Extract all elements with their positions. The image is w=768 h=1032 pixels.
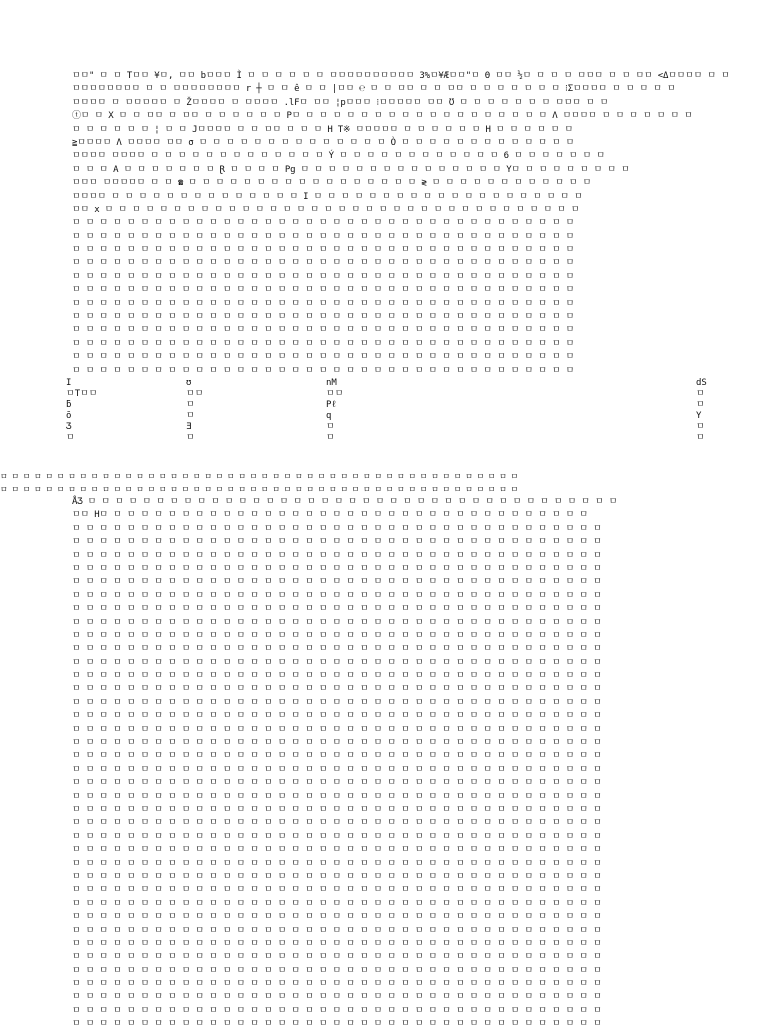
text-line: ㅁㅁㅁ ㅁㅁㅁㅁㅁ ㅁ ㅁ ☎ ㅁ ㅁ ㅁ ㅁ ㅁ ㅁ ㅁ ㅁ ㅁ ㅁ ㅁ ㅁ ㅁ ㅁ ㅁ ㅁ ㅁ ≷ ㅁ ㅁ ㅁ ㅁ ㅁ ㅁ ㅁ ㅁ ㅁ ㅁ ㅁ ㅁ: [72, 178, 592, 189]
text-line: ㅁ ㅁ ㅁ ㅁ ㅁ ㅁ ㅁ ㅁ ㅁ ㅁ ㅁ ㅁ ㅁ ㅁ ㅁ ㅁ ㅁ ㅁ ㅁ ㅁ ㅁ ㅁ ㅁ ㅁ ㅁ ㅁ ㅁ ㅁ ㅁ ㅁ ㅁ ㅁ ㅁ ㅁ ㅁ ㅁ ㅁ ㅁ ㅁ: [72, 1005, 602, 1016]
text-line: ㅁ ㅁ ㅁ ㅁ ㅁ ㅁ ¦ ㅁ ㅁ Jㅁㅁㅁㅁ ㅁ ㅁ ㅁㅁ ㅁ ㅁ ㅁ H T※ ㅁㅁㅁㅁㅁ ㅁ ㅁ ㅁ ㅁ ㅁ ㅁ H ㅁ ㅁ ㅁ ㅁ ㅁ ㅁ: [72, 124, 573, 135]
text-line: ㅁ ㅁ ㅁ ㅁ ㅁ ㅁ ㅁ ㅁ ㅁ ㅁ ㅁ ㅁ ㅁ ㅁ ㅁ ㅁ ㅁ ㅁ ㅁ ㅁ ㅁ ㅁ ㅁ ㅁ ㅁ ㅁ ㅁ ㅁ ㅁ ㅁ ㅁ ㅁ ㅁ ㅁ ㅁ ㅁ ㅁ ㅁ ㅁ: [72, 537, 602, 548]
text-line: ㅁ ㅁ ㅁ ㅁ ㅁ ㅁ ㅁ ㅁ ㅁ ㅁ ㅁ ㅁ ㅁ ㅁ ㅁ ㅁ ㅁ ㅁ ㅁ ㅁ ㅁ ㅁ ㅁ ㅁ ㅁ ㅁ ㅁ ㅁ ㅁ ㅁ ㅁ ㅁ ㅁ ㅁ ㅁ ㅁ ㅁ: [72, 325, 575, 336]
text-line: ㅁ ㅁ ㅁ ㅁ ㅁ ㅁ ㅁ ㅁ ㅁ ㅁ ㅁ ㅁ ㅁ ㅁ ㅁ ㅁ ㅁ ㅁ ㅁ ㅁ ㅁ ㅁ ㅁ ㅁ ㅁ ㅁ ㅁ ㅁ ㅁ ㅁ ㅁ ㅁ ㅁ ㅁ ㅁ ㅁ ㅁ ㅁ ㅁ: [72, 938, 602, 949]
text-line: ㅁ ㅁ ㅁ ㅁ ㅁ ㅁ ㅁ ㅁ ㅁ ㅁ ㅁ ㅁ ㅁ ㅁ ㅁ ㅁ ㅁ ㅁ ㅁ ㅁ ㅁ ㅁ ㅁ ㅁ ㅁ ㅁ ㅁ ㅁ ㅁ ㅁ ㅁ ㅁ ㅁ ㅁ ㅁ ㅁ ㅁ: [72, 231, 575, 242]
text-fragment: nM: [326, 378, 337, 388]
text-fragment: ㅁㅁ: [186, 389, 204, 399]
text-line: ㅁ ㅁ ㅁ ㅁ ㅁ ㅁ ㅁ ㅁ ㅁ ㅁ ㅁ ㅁ ㅁ ㅁ ㅁ ㅁ ㅁ ㅁ ㅁ ㅁ ㅁ ㅁ ㅁ ㅁ ㅁ ㅁ ㅁ ㅁ ㅁ ㅁ ㅁ ㅁ ㅁ ㅁ ㅁ ㅁ ㅁ ㅁ ㅁ: [72, 791, 602, 802]
text-line: ㅁ ㅁ ㅁ ㅁ ㅁ ㅁ ㅁ ㅁ ㅁ ㅁ ㅁ ㅁ ㅁ ㅁ ㅁ ㅁ ㅁ ㅁ ㅁ ㅁ ㅁ ㅁ ㅁ ㅁ ㅁ ㅁ ㅁ ㅁ ㅁ ㅁ ㅁ ㅁ ㅁ ㅁ ㅁ ㅁ ㅁ ㅁ ㅁ: [72, 671, 602, 682]
text-line: ㅁ ㅁ ㅁ ㅁ ㅁ ㅁ ㅁ ㅁ ㅁ ㅁ ㅁ ㅁ ㅁ ㅁ ㅁ ㅁ ㅁ ㅁ ㅁ ㅁ ㅁ ㅁ ㅁ ㅁ ㅁ ㅁ ㅁ ㅁ ㅁ ㅁ ㅁ ㅁ ㅁ ㅁ ㅁ ㅁ ㅁ ㅁ ㅁ: [72, 778, 602, 789]
text-fragment: dS: [696, 378, 707, 388]
text-line: ㅁ ㅁ ㅁ ㅁ ㅁ ㅁ ㅁ ㅁ ㅁ ㅁ ㅁ ㅁ ㅁ ㅁ ㅁ ㅁ ㅁ ㅁ ㅁ ㅁ ㅁ ㅁ ㅁ ㅁ ㅁ ㅁ ㅁ ㅁ ㅁ ㅁ ㅁ ㅁ ㅁ ㅁ ㅁ ㅁ ㅁ ㅁ ㅁ: [72, 818, 602, 829]
text-fragment: ㅁ: [66, 433, 75, 443]
text-line: ㅁ ㅁ ㅁ A ㅁ ㅁ ㅁ ㅁ ㅁ ㅁ ㅁ Ɽ ㅁ ㅁ ㅁ ㅁ Pg ㅁ ㅁ ㅁ ㅁ ㅁ ㅁ ㅁ ㅁ ㅁ ㅁ ㅁ ㅁ ㅁ ㅁ ㅁ Yㅁ ㅁ ㅁ ㅁ ㅁ ㅁ ㅁ ㅁ ㅁ: [72, 164, 630, 175]
text-line: ㅁ ㅁ ㅁ ㅁ ㅁ ㅁ ㅁ ㅁ ㅁ ㅁ ㅁ ㅁ ㅁ ㅁ ㅁ ㅁ ㅁ ㅁ ㅁ ㅁ ㅁ ㅁ ㅁ ㅁ ㅁ ㅁ ㅁ ㅁ ㅁ ㅁ ㅁ ㅁ ㅁ ㅁ ㅁ ㅁ ㅁ: [72, 338, 575, 349]
text-fragment: ㅁTㅁㅁ: [66, 389, 98, 399]
text-line: [66, 400, 716, 411]
text-line: ㅁㅁ x ㅁ ㅁ ㅁ ㅁ ㅁ ㅁ ㅁ ㅁ ㅁ ㅁ ㅁ ㅁ ㅁ ㅁ ㅁ ㅁ ㅁ ㅁ ㅁ ㅁ ㅁ ㅁ ㅁ ㅁ ㅁ ㅁ ㅁ ㅁ ㅁ ㅁ ㅁ ㅁ ㅁ ㅁ ㅁ: [72, 204, 580, 215]
text-fragment: ㅁ: [326, 422, 335, 432]
text-line: ㅁ ㅁ ㅁ ㅁ ㅁ ㅁ ㅁ ㅁ ㅁ ㅁ ㅁ ㅁ ㅁ ㅁ ㅁ ㅁ ㅁ ㅁ ㅁ ㅁ ㅁ ㅁ ㅁ ㅁ ㅁ ㅁ ㅁ ㅁ ㅁ ㅁ ㅁ ㅁ ㅁ ㅁ ㅁ ㅁ ㅁ ㅁ ㅁ: [72, 992, 602, 1003]
text-fragment: Y: [696, 411, 702, 421]
text-line: ㅁ ㅁ ㅁ ㅁ ㅁ ㅁ ㅁ ㅁ ㅁ ㅁ ㅁ ㅁ ㅁ ㅁ ㅁ ㅁ ㅁ ㅁ ㅁ ㅁ ㅁ ㅁ ㅁ ㅁ ㅁ ㅁ ㅁ ㅁ ㅁ ㅁ ㅁ ㅁ ㅁ ㅁ ㅁ ㅁ ㅁ ㅁ ㅁ: [72, 738, 602, 749]
text-line: ㅁ ㅁ ㅁ ㅁ ㅁ ㅁ ㅁ ㅁ ㅁ ㅁ ㅁ ㅁ ㅁ ㅁ ㅁ ㅁ ㅁ ㅁ ㅁ ㅁ ㅁ ㅁ ㅁ ㅁ ㅁ ㅁ ㅁ ㅁ ㅁ ㅁ ㅁ ㅁ ㅁ ㅁ ㅁ ㅁ ㅁ ㅁ ㅁ: [72, 751, 602, 762]
text-fragment: ō: [66, 411, 72, 421]
text-line: ㅁㅁ Hㅁ ㅁ ㅁ ㅁ ㅁ ㅁ ㅁ ㅁ ㅁ ㅁ ㅁ ㅁ ㅁ ㅁ ㅁ ㅁ ㅁ ㅁ ㅁ ㅁ ㅁ ㅁ ㅁ ㅁ ㅁ ㅁ ㅁ ㅁ ㅁ ㅁ ㅁ ㅁ ㅁ ㅁ ㅁ ㅁ: [72, 510, 588, 521]
text-line: [66, 378, 716, 389]
text-line: ㅁ ㅁ ㅁ ㅁ ㅁ ㅁ ㅁ ㅁ ㅁ ㅁ ㅁ ㅁ ㅁ ㅁ ㅁ ㅁ ㅁ ㅁ ㅁ ㅁ ㅁ ㅁ ㅁ ㅁ ㅁ ㅁ ㅁ ㅁ ㅁ ㅁ ㅁ ㅁ ㅁ ㅁ ㅁ ㅁ ㅁ ㅁ ㅁ: [72, 657, 602, 668]
text-line: ㅁ ㅁ ㅁ ㅁ ㅁ ㅁ ㅁ ㅁ ㅁ ㅁ ㅁ ㅁ ㅁ ㅁ ㅁ ㅁ ㅁ ㅁ ㅁ ㅁ ㅁ ㅁ ㅁ ㅁ ㅁ ㅁ ㅁ ㅁ ㅁ ㅁ ㅁ ㅁ ㅁ ㅁ ㅁ ㅁ ㅁ: [72, 352, 575, 363]
text-line: ÅƷ ㅁ ㅁ ㅁ ㅁ ㅁ ㅁ ㅁ ㅁ ㅁ ㅁ ㅁ ㅁ ㅁ ㅁ ㅁ ㅁ ㅁ ㅁ ㅁ ㅁ ㅁ ㅁ ㅁ ㅁ ㅁ ㅁ ㅁ ㅁ ㅁ ㅁ ㅁ ㅁ ㅁ ㅁ ㅁ ㅁ ㅁ ㅁ ㅁ: [72, 497, 618, 507]
text-line: ㅁ ㅁ ㅁ ㅁ ㅁ ㅁ ㅁ ㅁ ㅁ ㅁ ㅁ ㅁ ㅁ ㅁ ㅁ ㅁ ㅁ ㅁ ㅁ ㅁ ㅁ ㅁ ㅁ ㅁ ㅁ ㅁ ㅁ ㅁ ㅁ ㅁ ㅁ ㅁ ㅁ ㅁ ㅁ ㅁ ㅁ: [72, 365, 575, 376]
text-line: ㅁ ㅁ ㅁ ㅁ ㅁ ㅁ ㅁ ㅁ ㅁ ㅁ ㅁ ㅁ ㅁ ㅁ ㅁ ㅁ ㅁ ㅁ ㅁ ㅁ ㅁ ㅁ ㅁ ㅁ ㅁ ㅁ ㅁ ㅁ ㅁ ㅁ ㅁ ㅁ ㅁ ㅁ ㅁ ㅁ ㅁ ㅁ ㅁ: [72, 523, 602, 534]
text-line: ㅁ ㅁ ㅁ ㅁ ㅁ ㅁ ㅁ ㅁ ㅁ ㅁ ㅁ ㅁ ㅁ ㅁ ㅁ ㅁ ㅁ ㅁ ㅁ ㅁ ㅁ ㅁ ㅁ ㅁ ㅁ ㅁ ㅁ ㅁ ㅁ ㅁ ㅁ ㅁ ㅁ ㅁ ㅁ ㅁ ㅁ ㅁ ㅁ: [72, 563, 602, 574]
text-line: ㅁㅁㅁㅁ ㅁ ㅁ ㅁ ㅁ ㅁ ㅁ ㅁ ㅁ ㅁ ㅁ ㅁ ㅁ ㅁ ㅁ I ㅁ ㅁ ㅁ ㅁ ㅁ ㅁ ㅁ ㅁ ㅁ ㅁ ㅁ ㅁ ㅁ ㅁ ㅁ ㅁ ㅁ ㅁ ㅁ ㅁ: [72, 191, 583, 202]
text-line: ㅁ ㅁ ㅁ ㅁ ㅁ ㅁ ㅁ ㅁ ㅁ ㅁ ㅁ ㅁ ㅁ ㅁ ㅁ ㅁ ㅁ ㅁ ㅁ ㅁ ㅁ ㅁ ㅁ ㅁ ㅁ ㅁ ㅁ ㅁ ㅁ ㅁ ㅁ ㅁ ㅁ ㅁ ㅁ ㅁ ㅁ ㅁ ㅁ: [72, 925, 602, 936]
text-line: ㅁ ㅁ ㅁ ㅁ ㅁ ㅁ ㅁ ㅁ ㅁ ㅁ ㅁ ㅁ ㅁ ㅁ ㅁ ㅁ ㅁ ㅁ ㅁ ㅁ ㅁ ㅁ ㅁ ㅁ ㅁ ㅁ ㅁ ㅁ ㅁ ㅁ ㅁ ㅁ ㅁ ㅁ ㅁ ㅁ ㅁ ㅁ ㅁ: [72, 871, 602, 882]
text-fragment: ㅁ: [186, 411, 195, 421]
text-line: ㅁ ㅁ ㅁ ㅁ ㅁ ㅁ ㅁ ㅁ ㅁ ㅁ ㅁ ㅁ ㅁ ㅁ ㅁ ㅁ ㅁ ㅁ ㅁ ㅁ ㅁ ㅁ ㅁ ㅁ ㅁ ㅁ ㅁ ㅁ ㅁ ㅁ ㅁ ㅁ ㅁ ㅁ ㅁ ㅁ ㅁ: [72, 218, 575, 229]
text-block-wide: [0, 470, 768, 497]
text-line: [66, 411, 716, 422]
text-fragment: ㅁ: [696, 400, 705, 410]
text-line: ㅁㅁㅁㅁ ㅁ ㅁㅁㅁㅁㅁ ㅁ Žㅁㅁㅁㅁ ㅁ ㅁㅁㅁㅁ .lFㅁ ㅁㅁ ¦pㅁㅁㅁ ⁝ㅁㅁㅁㅁㅁ ㅁㅁ Ʊ ㅁ ㅁ ㅁ ㅁ ㅁ ㅁ ㅁ ㅁㅁㅁ ㅁ ㅁ: [72, 97, 609, 108]
text-line: [66, 422, 716, 433]
text-line: ㅁ ㅁ ㅁ ㅁ ㅁ ㅁ ㅁ ㅁ ㅁ ㅁ ㅁ ㅁ ㅁ ㅁ ㅁ ㅁ ㅁ ㅁ ㅁ ㅁ ㅁ ㅁ ㅁ ㅁ ㅁ ㅁ ㅁ ㅁ ㅁ ㅁ ㅁ ㅁ ㅁ ㅁ ㅁ ㅁ ㅁ ㅁ ㅁ: [72, 858, 602, 869]
text-line: ㅁ ㅁ ㅁ ㅁ ㅁ ㅁ ㅁ ㅁ ㅁ ㅁ ㅁ ㅁ ㅁ ㅁ ㅁ ㅁ ㅁ ㅁ ㅁ ㅁ ㅁ ㅁ ㅁ ㅁ ㅁ ㅁ ㅁ ㅁ ㅁ ㅁ ㅁ ㅁ ㅁ ㅁ ㅁ ㅁ ㅁ ㅁ ㅁ: [72, 630, 602, 641]
text-line: ㅁ ㅁ ㅁ ㅁ ㅁ ㅁ ㅁ ㅁ ㅁ ㅁ ㅁ ㅁ ㅁ ㅁ ㅁ ㅁ ㅁ ㅁ ㅁ ㅁ ㅁ ㅁ ㅁ ㅁ ㅁ ㅁ ㅁ ㅁ ㅁ ㅁ ㅁ ㅁ ㅁ ㅁ ㅁ ㅁ ㅁ ㅁ ㅁ ㅁ ㅁ ㅁ ㅁ ㅁ ㅁ ㅁ: [0, 485, 518, 495]
text-line: ≧ㅁㅁㅁㅁ Λ ㅁㅁㅁㅁ ㅁㅁ σ ㅁ ㅁ ㅁ ㅁ ㅁ ㅁ ㅁ ㅁ ㅁ ㅁ ㅁ ㅁ ㅁ ㅁ Ò ㅁ ㅁ ㅁ ㅁ ㅁ ㅁ ㅁ ㅁ ㅁ ㅁ ㅁ ㅁ ㅁ: [72, 137, 575, 148]
text-line: ㅁ ㅁ ㅁ ㅁ ㅁ ㅁ ㅁ ㅁ ㅁ ㅁ ㅁ ㅁ ㅁ ㅁ ㅁ ㅁ ㅁ ㅁ ㅁ ㅁ ㅁ ㅁ ㅁ ㅁ ㅁ ㅁ ㅁ ㅁ ㅁ ㅁ ㅁ ㅁ ㅁ ㅁ ㅁ ㅁ ㅁ ㅁ ㅁ: [72, 724, 602, 735]
text-line: ㅁ ㅁ ㅁ ㅁ ㅁ ㅁ ㅁ ㅁ ㅁ ㅁ ㅁ ㅁ ㅁ ㅁ ㅁ ㅁ ㅁ ㅁ ㅁ ㅁ ㅁ ㅁ ㅁ ㅁ ㅁ ㅁ ㅁ ㅁ ㅁ ㅁ ㅁ ㅁ ㅁ ㅁ ㅁ ㅁ ㅁ ㅁ ㅁ: [72, 684, 602, 695]
text-block-main: [72, 496, 698, 1032]
text-line: ㅁ ㅁ ㅁ ㅁ ㅁ ㅁ ㅁ ㅁ ㅁ ㅁ ㅁ ㅁ ㅁ ㅁ ㅁ ㅁ ㅁ ㅁ ㅁ ㅁ ㅁ ㅁ ㅁ ㅁ ㅁ ㅁ ㅁ ㅁ ㅁ ㅁ ㅁ ㅁ ㅁ ㅁ ㅁ ㅁ ㅁ ㅁ ㅁ: [72, 644, 602, 655]
text-line: ㅁ ㅁ ㅁ ㅁ ㅁ ㅁ ㅁ ㅁ ㅁ ㅁ ㅁ ㅁ ㅁ ㅁ ㅁ ㅁ ㅁ ㅁ ㅁ ㅁ ㅁ ㅁ ㅁ ㅁ ㅁ ㅁ ㅁ ㅁ ㅁ ㅁ ㅁ ㅁ ㅁ ㅁ ㅁ ㅁ ㅁ: [72, 258, 575, 269]
text-line: ㅁ ㅁ ㅁ ㅁ ㅁ ㅁ ㅁ ㅁ ㅁ ㅁ ㅁ ㅁ ㅁ ㅁ ㅁ ㅁ ㅁ ㅁ ㅁ ㅁ ㅁ ㅁ ㅁ ㅁ ㅁ ㅁ ㅁ ㅁ ㅁ ㅁ ㅁ ㅁ ㅁ ㅁ ㅁ ㅁ ㅁ ㅁ ㅁ: [72, 711, 602, 722]
text-fragment: Ʒ: [66, 422, 72, 432]
text-line: ㅁ ㅁ ㅁ ㅁ ㅁ ㅁ ㅁ ㅁ ㅁ ㅁ ㅁ ㅁ ㅁ ㅁ ㅁ ㅁ ㅁ ㅁ ㅁ ㅁ ㅁ ㅁ ㅁ ㅁ ㅁ ㅁ ㅁ ㅁ ㅁ ㅁ ㅁ ㅁ ㅁ ㅁ ㅁ ㅁ ㅁ ㅁ ㅁ ㅁ ㅁ ㅁ ㅁ ㅁ ㅁ ㅁ: [0, 472, 518, 481]
text-fragment: ƃ: [66, 400, 72, 410]
text-line: [66, 389, 716, 400]
text-line: ㅁ ㅁ ㅁ ㅁ ㅁ ㅁ ㅁ ㅁ ㅁ ㅁ ㅁ ㅁ ㅁ ㅁ ㅁ ㅁ ㅁ ㅁ ㅁ ㅁ ㅁ ㅁ ㅁ ㅁ ㅁ ㅁ ㅁ ㅁ ㅁ ㅁ ㅁ ㅁ ㅁ ㅁ ㅁ ㅁ ㅁ ㅁ ㅁ: [72, 885, 602, 896]
text-fragment: ㅁ: [186, 433, 195, 443]
text-line: ㅁ ㅁ ㅁ ㅁ ㅁ ㅁ ㅁ ㅁ ㅁ ㅁ ㅁ ㅁ ㅁ ㅁ ㅁ ㅁ ㅁ ㅁ ㅁ ㅁ ㅁ ㅁ ㅁ ㅁ ㅁ ㅁ ㅁ ㅁ ㅁ ㅁ ㅁ ㅁ ㅁ ㅁ ㅁ ㅁ ㅁ ㅁ ㅁ: [72, 577, 602, 588]
text-fragment: ㅁ: [186, 400, 195, 410]
text-line: ㅁ ㅁ ㅁ ㅁ ㅁ ㅁ ㅁ ㅁ ㅁ ㅁ ㅁ ㅁ ㅁ ㅁ ㅁ ㅁ ㅁ ㅁ ㅁ ㅁ ㅁ ㅁ ㅁ ㅁ ㅁ ㅁ ㅁ ㅁ ㅁ ㅁ ㅁ ㅁ ㅁ ㅁ ㅁ ㅁ ㅁ: [72, 245, 575, 256]
text-line: ㅁ ㅁ ㅁ ㅁ ㅁ ㅁ ㅁ ㅁ ㅁ ㅁ ㅁ ㅁ ㅁ ㅁ ㅁ ㅁ ㅁ ㅁ ㅁ ㅁ ㅁ ㅁ ㅁ ㅁ ㅁ ㅁ ㅁ ㅁ ㅁ ㅁ ㅁ ㅁ ㅁ ㅁ ㅁ ㅁ ㅁ ㅁ ㅁ: [72, 831, 602, 842]
text-line: ㅁ ㅁ ㅁ ㅁ ㅁ ㅁ ㅁ ㅁ ㅁ ㅁ ㅁ ㅁ ㅁ ㅁ ㅁ ㅁ ㅁ ㅁ ㅁ ㅁ ㅁ ㅁ ㅁ ㅁ ㅁ ㅁ ㅁ ㅁ ㅁ ㅁ ㅁ ㅁ ㅁ ㅁ ㅁ ㅁ ㅁ: [72, 298, 575, 309]
text-fragment: I: [66, 378, 72, 388]
text-line: ㅁ ㅁ ㅁ ㅁ ㅁ ㅁ ㅁ ㅁ ㅁ ㅁ ㅁ ㅁ ㅁ ㅁ ㅁ ㅁ ㅁ ㅁ ㅁ ㅁ ㅁ ㅁ ㅁ ㅁ ㅁ ㅁ ㅁ ㅁ ㅁ ㅁ ㅁ ㅁ ㅁ ㅁ ㅁ ㅁ ㅁ ㅁ ㅁ: [72, 697, 602, 708]
text-line: ㅁ ㅁ ㅁ ㅁ ㅁ ㅁ ㅁ ㅁ ㅁ ㅁ ㅁ ㅁ ㅁ ㅁ ㅁ ㅁ ㅁ ㅁ ㅁ ㅁ ㅁ ㅁ ㅁ ㅁ ㅁ ㅁ ㅁ ㅁ ㅁ ㅁ ㅁ ㅁ ㅁ ㅁ ㅁ ㅁ ㅁ ㅁ ㅁ: [72, 898, 602, 909]
text-line: ⓣㅁ ㅁ X ㅁ ㅁ ㅁㅁ ㅁ ㅁㅁ ㅁ ㅁ ㅁ ㅁ ㅁ ㅁ Pㅁ ㅁ ㅁ ㅁ ㅁ ㅁ ㅁ ㅁ ㅁ ㅁ ㅁ ㅁ ㅁ ㅁ ㅁ ㅁ ㅁ ㅁ ㅁ Λ ㅁㅁㅁㅁ ㅁ ㅁ ㅁ ㅁ ㅁ ㅁ ㅁ: [72, 111, 693, 122]
text-fragment: ㅁ: [696, 389, 705, 399]
text-fragment: Ǝ: [186, 422, 192, 432]
text-line: ㅁ ㅁ ㅁ ㅁ ㅁ ㅁ ㅁ ㅁ ㅁ ㅁ ㅁ ㅁ ㅁ ㅁ ㅁ ㅁ ㅁ ㅁ ㅁ ㅁ ㅁ ㅁ ㅁ ㅁ ㅁ ㅁ ㅁ ㅁ ㅁ ㅁ ㅁ ㅁ ㅁ ㅁ ㅁ ㅁ ㅁ ㅁ ㅁ: [72, 952, 602, 963]
text-block-scattered: [66, 378, 716, 444]
text-fragment: Pℓ: [326, 400, 337, 410]
text-fragment: ㅁㅁ: [326, 389, 344, 399]
text-line: ㅁ ㅁ ㅁ ㅁ ㅁ ㅁ ㅁ ㅁ ㅁ ㅁ ㅁ ㅁ ㅁ ㅁ ㅁ ㅁ ㅁ ㅁ ㅁ ㅁ ㅁ ㅁ ㅁ ㅁ ㅁ ㅁ ㅁ ㅁ ㅁ ㅁ ㅁ ㅁ ㅁ ㅁ ㅁ ㅁ ㅁ ㅁ ㅁ: [72, 1019, 602, 1030]
text-line: ㅁ ㅁ ㅁ ㅁ ㅁ ㅁ ㅁ ㅁ ㅁ ㅁ ㅁ ㅁ ㅁ ㅁ ㅁ ㅁ ㅁ ㅁ ㅁ ㅁ ㅁ ㅁ ㅁ ㅁ ㅁ ㅁ ㅁ ㅁ ㅁ ㅁ ㅁ ㅁ ㅁ ㅁ ㅁ ㅁ ㅁ ㅁ ㅁ: [72, 912, 602, 923]
text-line: ㅁ ㅁ ㅁ ㅁ ㅁ ㅁ ㅁ ㅁ ㅁ ㅁ ㅁ ㅁ ㅁ ㅁ ㅁ ㅁ ㅁ ㅁ ㅁ ㅁ ㅁ ㅁ ㅁ ㅁ ㅁ ㅁ ㅁ ㅁ ㅁ ㅁ ㅁ ㅁ ㅁ ㅁ ㅁ ㅁ ㅁ: [72, 271, 575, 282]
text-line: [66, 433, 716, 444]
text-line: ㅁ ㅁ ㅁ ㅁ ㅁ ㅁ ㅁ ㅁ ㅁ ㅁ ㅁ ㅁ ㅁ ㅁ ㅁ ㅁ ㅁ ㅁ ㅁ ㅁ ㅁ ㅁ ㅁ ㅁ ㅁ ㅁ ㅁ ㅁ ㅁ ㅁ ㅁ ㅁ ㅁ ㅁ ㅁ ㅁ ㅁ ㅁ ㅁ: [72, 617, 602, 628]
text-line: ㅁ ㅁ ㅁ ㅁ ㅁ ㅁ ㅁ ㅁ ㅁ ㅁ ㅁ ㅁ ㅁ ㅁ ㅁ ㅁ ㅁ ㅁ ㅁ ㅁ ㅁ ㅁ ㅁ ㅁ ㅁ ㅁ ㅁ ㅁ ㅁ ㅁ ㅁ ㅁ ㅁ ㅁ ㅁ ㅁ ㅁ: [72, 285, 575, 296]
text-line: ㅁ ㅁ ㅁ ㅁ ㅁ ㅁ ㅁ ㅁ ㅁ ㅁ ㅁ ㅁ ㅁ ㅁ ㅁ ㅁ ㅁ ㅁ ㅁ ㅁ ㅁ ㅁ ㅁ ㅁ ㅁ ㅁ ㅁ ㅁ ㅁ ㅁ ㅁ ㅁ ㅁ ㅁ ㅁ ㅁ ㅁ ㅁ ㅁ: [72, 979, 602, 990]
text-line: ㅁ ㅁ ㅁ ㅁ ㅁ ㅁ ㅁ ㅁ ㅁ ㅁ ㅁ ㅁ ㅁ ㅁ ㅁ ㅁ ㅁ ㅁ ㅁ ㅁ ㅁ ㅁ ㅁ ㅁ ㅁ ㅁ ㅁ ㅁ ㅁ ㅁ ㅁ ㅁ ㅁ ㅁ ㅁ ㅁ ㅁ ㅁ ㅁ: [72, 804, 602, 815]
text-block-top: [72, 70, 730, 378]
text-fragment: ㅁ: [326, 433, 335, 443]
text-line: ㅁ ㅁ ㅁ ㅁ ㅁ ㅁ ㅁ ㅁ ㅁ ㅁ ㅁ ㅁ ㅁ ㅁ ㅁ ㅁ ㅁ ㅁ ㅁ ㅁ ㅁ ㅁ ㅁ ㅁ ㅁ ㅁ ㅁ ㅁ ㅁ ㅁ ㅁ ㅁ ㅁ ㅁ ㅁ ㅁ ㅁ ㅁ ㅁ: [72, 590, 602, 601]
text-line: ㅁㅁㅁㅁ ㅁㅁㅁㅁ ㅁ ㅁ ㅁ ㅁ ㅁ ㅁ ㅁ ㅁ ㅁ ㅁ ㅁ ㅁ ㅁ Ý ㅁ ㅁ ㅁ ㅁ ㅁ ㅁ ㅁ ㅁ ㅁ ㅁ ㅁ ㅁ 6 ㅁ ㅁ ㅁ ㅁ ㅁ ㅁ ㅁ: [72, 151, 605, 162]
text-fragment: ㅁ: [696, 422, 705, 432]
text-fragment: ㅁ: [696, 433, 705, 443]
text-line: ㅁ ㅁ ㅁ ㅁ ㅁ ㅁ ㅁ ㅁ ㅁ ㅁ ㅁ ㅁ ㅁ ㅁ ㅁ ㅁ ㅁ ㅁ ㅁ ㅁ ㅁ ㅁ ㅁ ㅁ ㅁ ㅁ ㅁ ㅁ ㅁ ㅁ ㅁ ㅁ ㅁ ㅁ ㅁ ㅁ ㅁ: [72, 312, 575, 323]
text-line: ㅁㅁ" ㅁ ㅁ Tㅁㅁ ¥ㅁ, ㅁㅁ bㅁㅁㅁ Ì ㅁ ㅁ ㅁ ㅁ ㅁ ㅁ ㅁㅁㅁㅁㅁㅁㅁㅁㅁㅁ 3%ㅁ¥Æㅁㅁ"ㅁ Θ ㅁㅁ ½ㅁ ㅁ ㅁ ㅁ ㅁㅁㅁ ㅁ ㅁ ㅁㅁ <Δㅁㅁㅁㅁ ㅁ ㅁ: [72, 71, 730, 81]
text-line: ㅁ ㅁ ㅁ ㅁ ㅁ ㅁ ㅁ ㅁ ㅁ ㅁ ㅁ ㅁ ㅁ ㅁ ㅁ ㅁ ㅁ ㅁ ㅁ ㅁ ㅁ ㅁ ㅁ ㅁ ㅁ ㅁ ㅁ ㅁ ㅁ ㅁ ㅁ ㅁ ㅁ ㅁ ㅁ ㅁ ㅁ ㅁ ㅁ: [72, 965, 602, 976]
text-line: ㅁ ㅁ ㅁ ㅁ ㅁ ㅁ ㅁ ㅁ ㅁ ㅁ ㅁ ㅁ ㅁ ㅁ ㅁ ㅁ ㅁ ㅁ ㅁ ㅁ ㅁ ㅁ ㅁ ㅁ ㅁ ㅁ ㅁ ㅁ ㅁ ㅁ ㅁ ㅁ ㅁ ㅁ ㅁ ㅁ ㅁ ㅁ ㅁ: [72, 764, 602, 775]
text-line: ㅁㅁㅁㅁㅁㅁㅁㅁ ㅁ ㅁ ㅁㅁㅁㅁㅁㅁㅁㅁ r ┼ ㅁ ㅁ ê ㅁ ㅁ |ㅁㅁ ℮ ㅁ ㅁ ㅁㅁ ㅁ ㅁ ㅁㅁ ㅁ ㅁ ㅁ ㅁ ㅁ ㅁ ㅁ ⁝Σㅁㅁㅁㅁ ㅁ ㅁ ㅁ ㅁ ㅁ: [72, 84, 676, 95]
text-line: ㅁ ㅁ ㅁ ㅁ ㅁ ㅁ ㅁ ㅁ ㅁ ㅁ ㅁ ㅁ ㅁ ㅁ ㅁ ㅁ ㅁ ㅁ ㅁ ㅁ ㅁ ㅁ ㅁ ㅁ ㅁ ㅁ ㅁ ㅁ ㅁ ㅁ ㅁ ㅁ ㅁ ㅁ ㅁ ㅁ ㅁ ㅁ ㅁ: [72, 845, 602, 856]
text-line: ㅁ ㅁ ㅁ ㅁ ㅁ ㅁ ㅁ ㅁ ㅁ ㅁ ㅁ ㅁ ㅁ ㅁ ㅁ ㅁ ㅁ ㅁ ㅁ ㅁ ㅁ ㅁ ㅁ ㅁ ㅁ ㅁ ㅁ ㅁ ㅁ ㅁ ㅁ ㅁ ㅁ ㅁ ㅁ ㅁ ㅁ ㅁ ㅁ: [72, 550, 602, 561]
text-fragment: q: [326, 411, 332, 421]
text-line: ㅁ ㅁ ㅁ ㅁ ㅁ ㅁ ㅁ ㅁ ㅁ ㅁ ㅁ ㅁ ㅁ ㅁ ㅁ ㅁ ㅁ ㅁ ㅁ ㅁ ㅁ ㅁ ㅁ ㅁ ㅁ ㅁ ㅁ ㅁ ㅁ ㅁ ㅁ ㅁ ㅁ ㅁ ㅁ ㅁ ㅁ ㅁ ㅁ: [72, 604, 602, 615]
text-fragment: ʊ: [186, 378, 192, 388]
